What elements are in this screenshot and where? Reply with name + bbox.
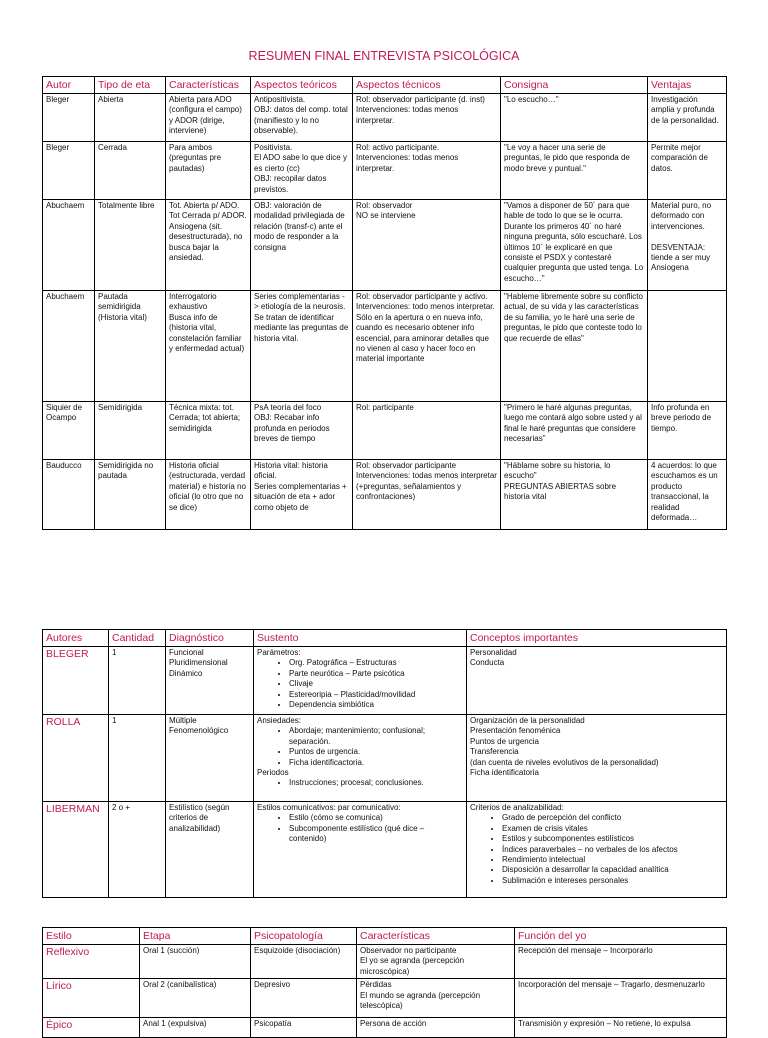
table-row (43, 979, 727, 1018)
cell-caracteristicas (357, 945, 515, 979)
cell-text: Semidirigida (98, 403, 143, 412)
cell-text: PREGUNTAS ABIERTAS sobre historia vital (504, 481, 617, 502)
cell-text: Semidirigida no pautada (98, 461, 154, 481)
sustento-item: • Ficha identificactoria. (289, 758, 463, 768)
cell-text: Intervenciones: todo menos interpretar. Sólo en la apertura o en nueva info, cuando es necesario obtener info escencial, para aminorar detalles que no vienen al caso y hacer foco en material importante (356, 302, 495, 364)
cell-sustento (254, 802, 467, 898)
cell-diagnostico (166, 715, 254, 802)
cell-text: PsA teoría del foco (254, 403, 322, 412)
cell-text: Info profunda en breve periodo de tiempo. (651, 403, 712, 433)
cell-text: Busca info de (historia vital, constelación familiar y enfermedad actual) (169, 312, 245, 354)
cell-text: Rol: observador (356, 201, 413, 210)
table-row (43, 142, 727, 200)
cell-teoricos (251, 402, 353, 460)
cell-text: Presentación fenoménica (470, 726, 561, 736)
cell-autor (43, 94, 95, 142)
column-header: Etapa (140, 928, 251, 945)
cell-sustento (254, 647, 467, 715)
cell-conceptos (467, 715, 727, 802)
column-header: Autores (43, 630, 109, 647)
cell-text: Técnica mixta: tot. Cerrada; tot abierta; semidirigida (169, 403, 241, 433)
cell-funcion (515, 979, 727, 1018)
column-header: Cantidad (109, 630, 166, 647)
cell-text: Lírico (46, 980, 72, 993)
table-row (43, 460, 727, 530)
cell-text: Siquier de Ocampo (46, 403, 83, 423)
cell-autor: BLEGER (43, 647, 109, 715)
conceptos-item: • Grado de percepción del conflicto (502, 813, 723, 823)
column-header: Ventajas (648, 77, 727, 94)
cell-psicopatologia (251, 979, 357, 1018)
cell-text: Positivista. (254, 143, 293, 152)
cell-consigna (501, 94, 648, 142)
table-row (43, 1018, 727, 1038)
cell-psicopatologia (251, 945, 357, 979)
conceptos-item: • Rendimiento intelectual (502, 855, 723, 865)
sustento-item: • Parte neurótica – Parte psicótica (289, 669, 463, 679)
cell-text: Organización de la personalidad (470, 716, 585, 725)
cell-text: 4 acuerdos: lo que escuchamos es un producto transaccional, la realidad deformada… (651, 461, 718, 523)
cell-text: Bleger (46, 143, 70, 152)
cell-teoricos (251, 460, 353, 530)
cell-text: Transferencia (470, 747, 519, 757)
sustento-item: • Dependencia simbiótica (289, 700, 463, 710)
cell-text: Tot. Abierta p/ ADO. (169, 201, 240, 210)
cell-caracteristicas (166, 94, 251, 142)
table-row (43, 291, 727, 402)
column-header: Aspectos técnicos (353, 77, 501, 94)
column-header: Autor (43, 77, 95, 94)
cell-text: Rol: activo participante. (356, 143, 440, 152)
sustento-item: • Estilo (cómo se comunica) (289, 813, 463, 823)
conceptos-item: • Estilos y subcomponentes estilísticos (502, 834, 723, 844)
cell-text: Conducta (470, 658, 505, 668)
cell-text: Antipositivista. (254, 95, 306, 104)
conceptos-item: • Examen de crisis vitales (502, 824, 723, 834)
column-header: Función del yo (515, 928, 727, 945)
cell-text: Esquizoide (disociación) (254, 946, 341, 955)
cell-tecnicos (353, 291, 501, 402)
cell-diagnostico (166, 802, 254, 898)
cell-text: Depresivo (254, 980, 291, 990)
cell-text: Observador no participante (360, 946, 457, 955)
cell-teoricos (251, 291, 353, 402)
sustento-item: • Puntos de urgencia. (289, 747, 463, 757)
cell-text: Totalmente libre (98, 201, 155, 210)
cell-text: Fenomenológico (169, 726, 229, 736)
cell-tipo (95, 142, 166, 200)
cell-text: Parámetros: (257, 648, 301, 657)
cell-tipo (95, 200, 166, 291)
cell-text: El mundo se agranda (percepción telescópica) (360, 990, 481, 1011)
cell-text: NO se interviene (356, 211, 416, 221)
cell-teoricos (251, 142, 353, 200)
conceptos-item: • Sublimación e intereses personales (502, 876, 723, 886)
cell-funcion (515, 945, 727, 979)
sustento-list (257, 726, 463, 768)
cell-text: Psicopatía (254, 1019, 292, 1029)
cell-text: Persona de acción (360, 1019, 427, 1029)
cell-text: Intervenciones: todas menos interpretar. (356, 105, 459, 125)
cell-text: "Primero le haré algunas preguntas, luego me contará algo sobre usted y al final le haré preguntas que considere necesarias" (504, 403, 642, 444)
cell-text: El yo se agranda (percepción microscópica) (360, 956, 465, 976)
cell-tecnicos (353, 142, 501, 200)
cell-autor (43, 402, 95, 460)
cell-consigna (501, 460, 648, 530)
cell-teoricos (251, 94, 353, 142)
cell-text: OBJ: valoración de modalidad privilegiada de relación (transf-c) ante el modo de responder a la consigna (254, 201, 345, 252)
cell-text: Transmisión y expresión – No retiene, lo expulsa (518, 1019, 691, 1029)
cell-text: Incorporación del mensaje – Tragarlo, desmenuzarlo (518, 980, 705, 990)
cell-text: Funcional (169, 648, 204, 657)
cell-tecnicos (353, 94, 501, 142)
cell-text: Oral 1 (succión) (143, 946, 200, 955)
cell-text: Series complementarias + situación de eta + ador como objeto de (254, 481, 347, 512)
cell-estilo (43, 979, 140, 1018)
sustento-list (257, 658, 463, 710)
cell-text: Intervenciones: todas menos interpretar (+preguntas, señalamientos y confrontaciones) (356, 471, 497, 502)
cell-autor: ROLLA (43, 715, 109, 802)
cell-text: Personalidad (470, 648, 517, 657)
table-row (43, 945, 727, 979)
cell-text: Puntos de urgencia (470, 736, 539, 746)
table-header-row (43, 928, 727, 945)
sustento-item: • Abordaje; mantenimiento; confusional; separación. (289, 726, 463, 747)
cell-diagnostico (166, 647, 254, 715)
sustento-item: • Instrucciones; procesal; conclusiones. (289, 778, 463, 788)
cell-text: Criterios de analizabilidad: (470, 803, 564, 812)
cell-text: Anal 1 (expulsiva) (143, 1019, 207, 1029)
cell-text: Se tratan de identificar mediante las preguntas de historia vital. (254, 312, 349, 343)
cell-ventajas (648, 291, 727, 402)
cell-etapa (140, 945, 251, 979)
cell-text: Investigación amplia y profunda de la personalidad. (651, 95, 719, 125)
cell-autor: LIBERMAN (43, 802, 109, 898)
cell-teoricos (251, 200, 353, 291)
cell-caracteristicas (166, 460, 251, 530)
cell-funcion (515, 1018, 727, 1038)
cell-text: Tot Cerrada p/ ADOR. (169, 211, 247, 221)
cell-text: Recepción del mensaje – Incorporarlo (518, 946, 653, 955)
cell-ventajas (648, 460, 727, 530)
cell-text: "Lo escucho…" (504, 95, 559, 104)
cell-text: Intervenciones: todas menos interpretar. (356, 153, 459, 173)
cell-consigna (501, 402, 648, 460)
cell-text: Cerrada (98, 143, 127, 152)
cell-text: Oral 2 (canibalística) (143, 980, 217, 990)
cell-text: Rol: observador participante (d. inst) (356, 95, 485, 104)
cell-text: Pluridimensional (169, 658, 228, 668)
cell-text: Abierta para ADO (configura el campo) y ADOR (dirige, interviene) (169, 95, 242, 136)
cell-text: Bauducco (46, 461, 82, 470)
cell-text: Estilístico (según criterios de analizabilidad) (169, 803, 230, 833)
column-header: Conceptos importantes (467, 630, 727, 647)
column-header: Aspectos teóricos (251, 77, 353, 94)
table-header-row (43, 630, 727, 647)
column-header: Consigna (501, 77, 648, 94)
cell-text: "Le voy a hacer una serie de preguntas, le pido que responda de modo breve y puntual." (504, 143, 630, 173)
cell-sustento (254, 715, 467, 802)
cell-estilo (43, 945, 140, 979)
cell-text: Dinámico (169, 668, 203, 678)
column-header: Características (166, 77, 251, 94)
table-row (43, 802, 727, 898)
cell-text: El ADO sabe lo que dice y es cierto (cc) (254, 153, 347, 173)
cell-ventajas (648, 94, 727, 142)
column-header: Características (357, 928, 515, 945)
interview-types-table (42, 76, 727, 530)
cell-text: Rol: observador participante (356, 461, 457, 470)
cell-conceptos (467, 647, 727, 715)
cell-text: Múltiple (169, 716, 197, 725)
cell-text: Reflexivo (46, 946, 90, 958)
cell-tipo (95, 291, 166, 402)
cell-cantidad: 2 o + (109, 802, 166, 898)
cell-estilo (43, 1018, 140, 1038)
cell-caracteristicas (166, 402, 251, 460)
cell-text: Historia oficial (estructurada, verdad material) e historia no oficial (lo otro que no se dice) (169, 461, 246, 512)
cell-text: Material puro, no deformado con intervenciones. (651, 201, 712, 231)
cell-consigna (501, 200, 648, 291)
cell-etapa (140, 979, 251, 1018)
conceptos-item: • Disposición a desarrollar la capacidad analítica (502, 865, 723, 875)
cell-text: "Hableme libremente sobre su conflicto actual, de su vida y las características de su familia, yo le haré una serie de preguntas, le pido que conteste todo lo que recuerde de ellas" (504, 292, 643, 343)
cell-text: Abuchaem (46, 292, 85, 301)
sustento-item: • Subcomponente estilístico (qué dice – contenido) (289, 824, 463, 845)
cell-text: Periodos (257, 768, 289, 778)
cell-caracteristicas (357, 1018, 515, 1038)
cell-text: Estilos comunicativos: par comunicativo: (257, 803, 401, 812)
conceptos-list (470, 813, 723, 886)
page-title: RESUMEN FINAL ENTREVISTA PSICOLÓGICA (248, 49, 520, 63)
cell-caracteristicas (357, 979, 515, 1018)
cell-text: OBJ: recopilar datos previstos. (254, 174, 327, 194)
cell-consigna (501, 291, 648, 402)
cell-text: OBJ: Recabar info profunda en periodos breves de tiempo (254, 413, 330, 444)
cell-tecnicos (353, 402, 501, 460)
table-row (43, 715, 727, 802)
table-header-row (43, 77, 727, 94)
cell-cantidad: 1 (109, 715, 166, 802)
cell-text: "Háblame sobre su historia, lo escucho" (504, 461, 611, 481)
cell-cantidad: 1 (109, 647, 166, 715)
cell-caracteristicas (166, 291, 251, 402)
column-header: Estilo (43, 928, 140, 945)
cell-tipo (95, 94, 166, 142)
cell-text (651, 232, 723, 242)
cell-ventajas (648, 402, 727, 460)
cell-text: Rol: participante (356, 403, 414, 412)
cell-autor (43, 460, 95, 530)
cell-tipo (95, 460, 166, 530)
cell-text: Series complementarias -> etiología de la neurosis. (254, 292, 346, 312)
cell-autor (43, 291, 95, 402)
cell-tipo (95, 402, 166, 460)
table-row (43, 94, 727, 142)
cell-conceptos (467, 802, 727, 898)
cell-text: Para ambos (preguntas pre pautadas) (169, 143, 222, 173)
cell-text: Permite mejor comparación de datos. (651, 143, 708, 173)
cell-text: Ficha identificatoria (470, 768, 539, 778)
cell-psicopatologia (251, 1018, 357, 1038)
sustento-item: • Org. Patográfica – Estructuras (289, 658, 463, 668)
conceptos-item: • Índices paraverbales – no verbales de los afectos (502, 845, 723, 855)
cell-text: (dan cuenta de niveles evolutivos de la personalidad) (470, 757, 659, 767)
diagnosis-table (42, 629, 727, 898)
cell-text: Pautada semidirigida (Historia vital) (98, 292, 147, 322)
cell-text: Pérdidas (360, 980, 392, 990)
cell-caracteristicas (166, 200, 251, 291)
cell-text: Historia vital: historia oficial. (254, 461, 328, 481)
cell-text: OBJ: datos del comp. total (manifiesto y lo no observable). (254, 105, 348, 136)
cell-etapa (140, 1018, 251, 1038)
column-header: Sustento (254, 630, 467, 647)
cell-consigna (501, 142, 648, 200)
cell-text: Bleger (46, 95, 70, 104)
cell-text: DESVENTAJA: tiende a ser muy Ansiogena (651, 242, 711, 273)
cell-ventajas (648, 200, 727, 291)
cell-tecnicos (353, 200, 501, 291)
cell-text: Abuchaem (46, 201, 85, 210)
sustento-list (257, 778, 463, 788)
cell-text: Épico (46, 1019, 73, 1032)
cell-ventajas (648, 142, 727, 200)
cell-text: Ansiedades: (257, 716, 302, 725)
cell-text (651, 292, 723, 302)
cell-text: Interrogatorio exhaustivo (169, 292, 217, 312)
table-row (43, 402, 727, 460)
table-row (43, 647, 727, 715)
styles-table (42, 927, 727, 1038)
cell-autor (43, 142, 95, 200)
cell-caracteristicas (166, 142, 251, 200)
sustento-item: • Estereoripia – Plasticidad/movilidad (289, 690, 463, 700)
cell-autor (43, 200, 95, 291)
sustento-item: • Clivaje (289, 679, 463, 689)
cell-text: Abierta (98, 95, 124, 104)
cell-text: Ansiogena (sit. desestructurada), no busca bajar la ansiedad. (169, 221, 243, 263)
table-row (43, 200, 727, 291)
cell-tecnicos (353, 460, 501, 530)
sustento-list (257, 813, 463, 844)
column-header: Tipo de eta (95, 77, 166, 94)
column-header: Diagnóstico (166, 630, 254, 647)
cell-text: Rol: observador participante y activo. (356, 292, 488, 301)
column-header: Psicopatología (251, 928, 357, 945)
cell-text: "Vamos a disponer de 50´ para que hable de todo lo que se le ocurra. Durante los primeros 40´ no haré ninguna pregunta, sólo escucharé. Los últimos 10´ le explicaré en que consiste el PSDX y contestaré cualquier pregunta que usted tenga. Lo escucho…" (504, 201, 644, 283)
